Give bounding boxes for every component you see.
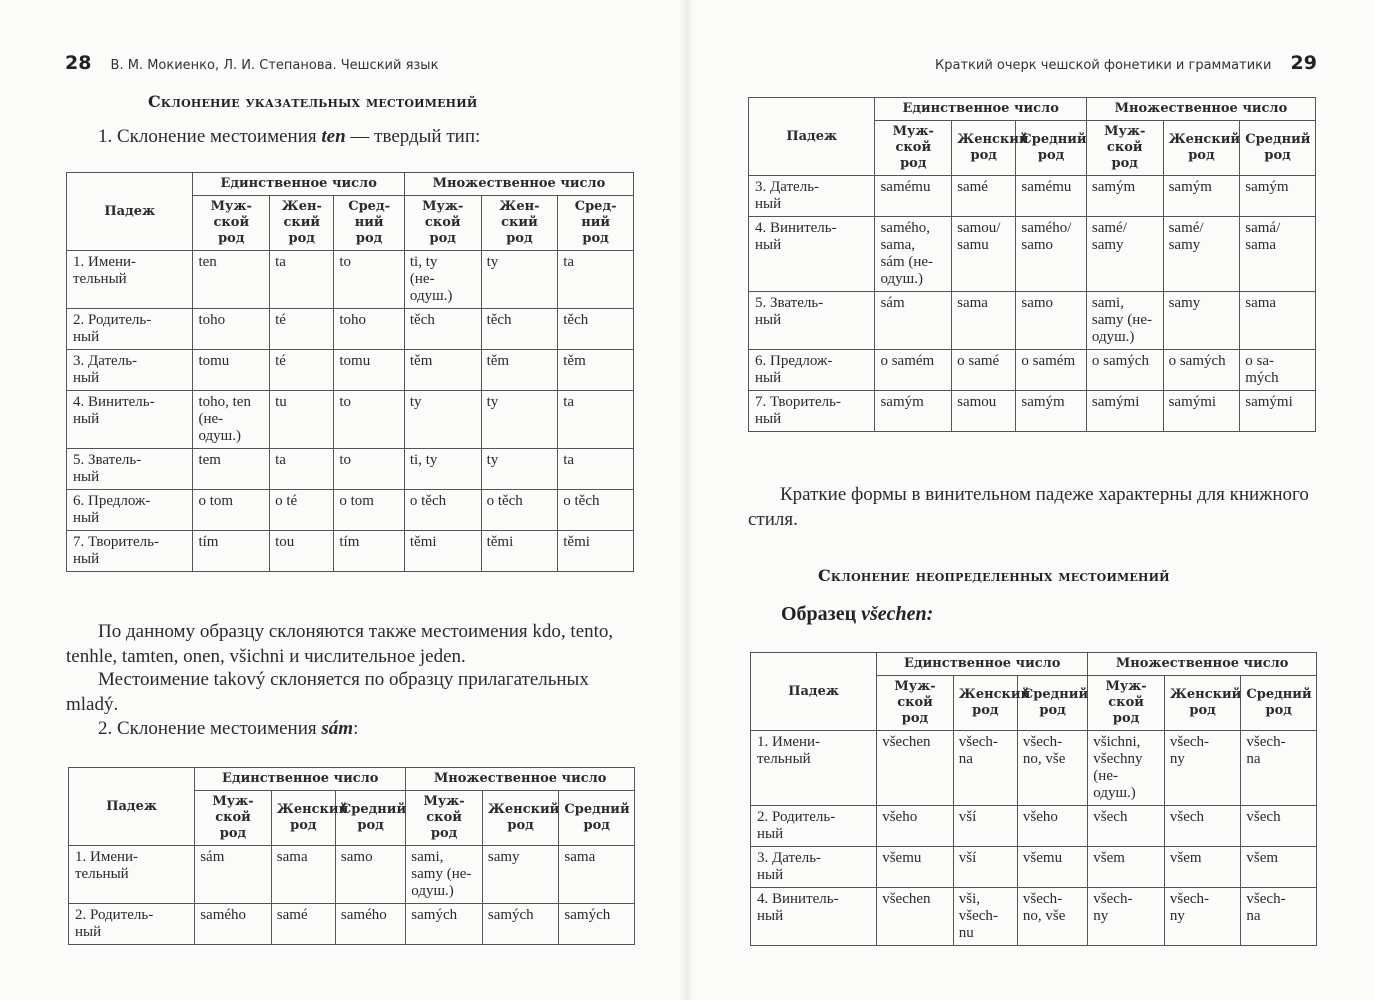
- form-cell: o těch: [481, 490, 558, 531]
- form-cell: samým: [1086, 176, 1163, 217]
- form-cell: toho: [193, 309, 270, 350]
- form-cell: tomu: [334, 350, 405, 391]
- header-row-number: [69, 768, 635, 791]
- form-cell: samou/ samu: [952, 217, 1016, 292]
- form-cell: všechen: [877, 731, 954, 806]
- header-row-number: [751, 653, 1317, 676]
- case-name-cell: 2. Родитель- ный: [67, 309, 193, 350]
- gender-header: Муж- ской род: [1086, 121, 1163, 176]
- form-cell: samé/ samy: [1163, 217, 1240, 292]
- form-cell: o sa- mých: [1240, 350, 1316, 391]
- form-cell: všech- ny: [1164, 888, 1241, 946]
- form-cell: ty: [481, 449, 558, 490]
- form-cell: všech- no, vše: [1017, 888, 1087, 946]
- gender-header: Муж- ской род: [193, 196, 270, 251]
- case-name-cell: 5. Зватель- ный: [749, 292, 875, 350]
- form-cell: všemu: [1017, 847, 1087, 888]
- header-row-number: [749, 98, 1316, 121]
- gender-header: Муж- ской род: [875, 121, 952, 176]
- case-name-cell: 3. Датель- ный: [749, 176, 875, 217]
- form-cell: všem: [1164, 847, 1241, 888]
- section-title-demonstrative: Склонение указательных местоимений: [148, 92, 478, 111]
- section-title-indefinite: Склонение неопределенных местоимений: [818, 566, 1170, 585]
- form-cell: ta: [270, 251, 334, 309]
- table-ten-declension: [66, 172, 634, 572]
- plural-header: Множественное число: [404, 173, 633, 196]
- form-cell: vši, všech- nu: [953, 888, 1017, 946]
- form-cell: všech: [1088, 806, 1165, 847]
- form-cell: všech: [1241, 806, 1317, 847]
- table-row: [67, 490, 634, 531]
- form-cell: ta: [558, 391, 634, 449]
- form-cell: ta: [558, 251, 634, 309]
- form-cell: samého: [195, 904, 272, 945]
- case-name-cell: 4. Винитель- ный: [749, 217, 875, 292]
- form-cell: všech- no, vše: [1017, 731, 1087, 806]
- form-cell: všech- na: [1241, 731, 1317, 806]
- gender-header: Средний род: [1241, 676, 1317, 731]
- form-cell: sama: [1240, 292, 1316, 350]
- right-page: [687, 0, 1374, 1000]
- paragraph-pronouns-list: По данному образцу склоняются также местоимения kdo, tento, tenhle, tamten, onen, všichni и числительное jeden.: [66, 621, 614, 667]
- form-cell: o tom: [334, 490, 405, 531]
- form-cell: samo: [335, 846, 405, 904]
- form-cell: ty: [481, 251, 558, 309]
- form-cell: samé: [952, 176, 1016, 217]
- form-cell: všech- na: [1241, 888, 1317, 946]
- gender-header: Женский род: [1163, 121, 1240, 176]
- form-cell: samy: [1163, 292, 1240, 350]
- gender-header: Жен- ский род: [270, 196, 334, 251]
- case-column-header: Падеж: [69, 768, 195, 846]
- form-cell: těmi: [481, 531, 558, 572]
- table-sam-declension-part1: [68, 767, 635, 945]
- form-cell: samým: [1240, 176, 1316, 217]
- case-column-header: Падеж: [749, 98, 875, 176]
- gender-header: Муж- ской род: [877, 676, 954, 731]
- form-cell: ti, ty: [404, 449, 481, 490]
- form-cell: o samé: [952, 350, 1016, 391]
- form-cell: tím: [334, 531, 405, 572]
- table-sam-declension-part2: [748, 97, 1316, 432]
- form-cell: o samých: [1086, 350, 1163, 391]
- form-cell: všeho: [877, 806, 954, 847]
- form-cell: všech: [1164, 806, 1241, 847]
- form-cell: všech- ny: [1164, 731, 1241, 806]
- form-cell: to: [334, 449, 405, 490]
- right-page-number: 29: [1290, 52, 1317, 74]
- form-cell: těch: [558, 309, 634, 350]
- singular-header: Единственное число: [877, 653, 1088, 676]
- gender-header: Муж- ской род: [195, 791, 272, 846]
- gender-header: Средний род: [1016, 121, 1087, 176]
- paragraph-takovy: Местоимение takový склоняется по образцу прилагательных mladý.: [66, 669, 589, 715]
- form-cell: těmi: [558, 531, 634, 572]
- table-row: [67, 531, 634, 572]
- form-cell: o té: [270, 490, 334, 531]
- form-cell: tu: [270, 391, 334, 449]
- form-cell: těch: [481, 309, 558, 350]
- gender-header: Муж- ской род: [1088, 676, 1165, 731]
- form-cell: ty: [404, 391, 481, 449]
- gender-header: Сред- ний род: [558, 196, 634, 251]
- form-cell: ta: [558, 449, 634, 490]
- gender-header: Женский род: [1164, 676, 1241, 731]
- form-cell: samému: [1016, 176, 1087, 217]
- form-cell: sama: [559, 846, 635, 904]
- gender-header: Средний род: [1017, 676, 1087, 731]
- form-cell: samé: [271, 904, 335, 945]
- plural-header: Множественное число: [1088, 653, 1317, 676]
- form-cell: vší: [953, 806, 1017, 847]
- gender-header: Муж- ской род: [404, 196, 481, 251]
- plural-header: Множественное число: [406, 768, 635, 791]
- form-cell: sama: [271, 846, 335, 904]
- table-row: [67, 391, 634, 449]
- case-column-header: Падеж: [67, 173, 193, 251]
- form-cell: tím: [193, 531, 270, 572]
- form-cell: těch: [404, 309, 481, 350]
- table-row: [749, 391, 1316, 432]
- form-cell: sami, samy (не- одуш.): [1086, 292, 1163, 350]
- form-cell: ten: [193, 251, 270, 309]
- subtitle-ten: 1. Склонение местоимения ten — твердый тип:: [98, 126, 481, 147]
- case-name-cell: 6. Предлож- ный: [749, 350, 875, 391]
- form-cell: všem: [1088, 847, 1165, 888]
- form-cell: všem: [1241, 847, 1317, 888]
- table-row: [749, 350, 1316, 391]
- form-cell: ta: [270, 449, 334, 490]
- table-row: [67, 309, 634, 350]
- table-row: [749, 217, 1316, 292]
- form-cell: té: [270, 309, 334, 350]
- form-cell: sám: [875, 292, 952, 350]
- case-name-cell: 1. Имени- тельный: [751, 731, 877, 806]
- form-cell: všech- ny: [1088, 888, 1165, 946]
- left-running-head: [65, 52, 438, 74]
- case-name-cell: 2. Родитель- ный: [69, 904, 195, 945]
- form-cell: samými: [1240, 391, 1316, 432]
- case-name-cell: 3. Датель- ный: [751, 847, 877, 888]
- singular-header: Единственное число: [195, 768, 406, 791]
- gender-header: Женский род: [482, 791, 559, 846]
- form-cell: samá/ sama: [1240, 217, 1316, 292]
- form-cell: o samém: [875, 350, 952, 391]
- gender-header: Средний род: [559, 791, 635, 846]
- table-row: [751, 731, 1317, 806]
- form-cell: všichni, všechny (не- одуш.): [1088, 731, 1165, 806]
- form-cell: sama: [952, 292, 1016, 350]
- form-cell: samo: [1016, 292, 1087, 350]
- form-cell: to: [334, 251, 405, 309]
- form-cell: samých: [482, 904, 559, 945]
- form-cell: samým: [1163, 176, 1240, 217]
- form-cell: samého/ samo: [1016, 217, 1087, 292]
- form-cell: samým: [1016, 391, 1087, 432]
- form-cell: samému: [875, 176, 952, 217]
- table-row: [67, 350, 634, 391]
- right-running-head: [935, 52, 1317, 74]
- case-name-cell: 3. Датель- ный: [67, 350, 193, 391]
- case-name-cell: 7. Творитель- ный: [67, 531, 193, 572]
- table-row: [69, 846, 635, 904]
- form-cell: těm: [404, 350, 481, 391]
- form-cell: samého: [335, 904, 405, 945]
- form-cell: všechen: [877, 888, 954, 946]
- form-cell: toho, ten (не- одуш.): [193, 391, 270, 449]
- form-cell: o samém: [1016, 350, 1087, 391]
- left-page-number: 28: [65, 52, 92, 74]
- form-cell: samých: [406, 904, 483, 945]
- gender-header: Жен- ский род: [481, 196, 558, 251]
- gender-header: Женский род: [952, 121, 1016, 176]
- form-cell: o těch: [404, 490, 481, 531]
- case-name-cell: 5. Зватель- ный: [67, 449, 193, 490]
- sample-vsechen-title: Образец všechen:: [781, 603, 934, 625]
- table-row: [69, 904, 635, 945]
- case-name-cell: 1. Имени- тельный: [69, 846, 195, 904]
- case-name-cell: 4. Винитель- ный: [67, 391, 193, 449]
- form-cell: těm: [558, 350, 634, 391]
- gender-header: Муж- ской род: [406, 791, 483, 846]
- gender-header: Средний род: [1240, 121, 1316, 176]
- table-row: [751, 847, 1317, 888]
- form-cell: toho: [334, 309, 405, 350]
- note-short-forms: Краткие формы в винительном падеже характерны для книжного стиля.: [748, 484, 1309, 530]
- case-name-cell: 1. Имени- тельный: [67, 251, 193, 309]
- form-cell: o těch: [558, 490, 634, 531]
- form-cell: samy: [482, 846, 559, 904]
- form-cell: té: [270, 350, 334, 391]
- table-row: [67, 449, 634, 490]
- form-cell: samými: [1086, 391, 1163, 432]
- case-name-cell: 6. Предлож- ный: [67, 490, 193, 531]
- header-row-number: [67, 173, 634, 196]
- table-row: [749, 176, 1316, 217]
- table-vsechen-declension: [750, 652, 1317, 946]
- form-cell: ty: [481, 391, 558, 449]
- gender-header: Сред- ний род: [334, 196, 405, 251]
- form-cell: všeho: [1017, 806, 1087, 847]
- form-cell: o tom: [193, 490, 270, 531]
- table-row: [749, 292, 1316, 350]
- form-cell: samé/ samy: [1086, 217, 1163, 292]
- form-cell: samým: [875, 391, 952, 432]
- form-cell: samou: [952, 391, 1016, 432]
- form-cell: tou: [270, 531, 334, 572]
- form-cell: všech- na: [953, 731, 1017, 806]
- form-cell: těmi: [404, 531, 481, 572]
- right-running-title: Краткий очерк чешской фонетики и грамматики: [935, 58, 1272, 73]
- gender-header: Женский род: [271, 791, 335, 846]
- case-name-cell: 2. Родитель- ный: [751, 806, 877, 847]
- form-cell: tem: [193, 449, 270, 490]
- plural-header: Множественное число: [1086, 98, 1315, 121]
- singular-header: Единственное число: [875, 98, 1086, 121]
- form-cell: samých: [559, 904, 635, 945]
- case-name-cell: 7. Творитель- ный: [749, 391, 875, 432]
- case-name-cell: 4. Винитель- ный: [751, 888, 877, 946]
- form-cell: vší: [953, 847, 1017, 888]
- singular-header: Единственное число: [193, 173, 404, 196]
- form-cell: sám: [195, 846, 272, 904]
- form-cell: těm: [481, 350, 558, 391]
- gender-header: Средний род: [335, 791, 405, 846]
- form-cell: sami, samy (не- одуш.): [406, 846, 483, 904]
- form-cell: o samých: [1163, 350, 1240, 391]
- case-column-header: Падеж: [751, 653, 877, 731]
- table-row: [751, 888, 1317, 946]
- table-row: [67, 251, 634, 309]
- form-cell: samými: [1163, 391, 1240, 432]
- left-running-title: В. М. Мокиенко, Л. И. Степанова. Чешский язык: [110, 58, 439, 73]
- form-cell: to: [334, 391, 405, 449]
- form-cell: všemu: [877, 847, 954, 888]
- form-cell: tomu: [193, 350, 270, 391]
- subtitle-sam: 2. Склонение местоимения sám:: [98, 718, 359, 739]
- gender-header: Женский род: [953, 676, 1017, 731]
- form-cell: samého, sama, sám (не- одуш.): [875, 217, 952, 292]
- table-row: [751, 806, 1317, 847]
- form-cell: ti, ty (не- одуш.): [404, 251, 481, 309]
